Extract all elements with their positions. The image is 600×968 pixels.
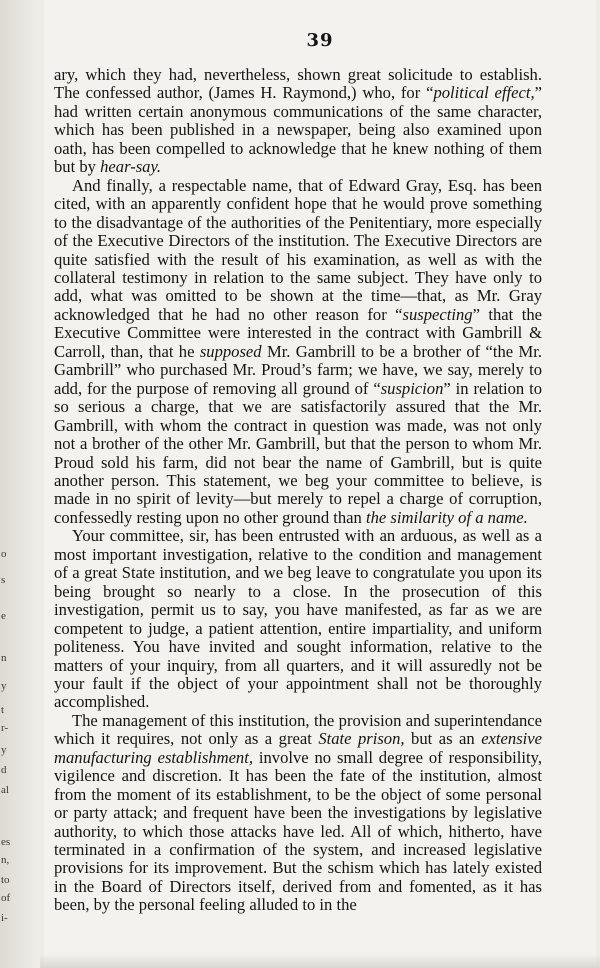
italic-text: extensive manufacturing establishment,: [54, 729, 542, 767]
italic-text: suspecting: [402, 304, 473, 324]
bleed-fragment: d: [1, 764, 7, 776]
italic-text: hear-say.: [100, 157, 162, 177]
bleed-fragment: of: [1, 892, 11, 904]
text-run: ary, which they had, nevertheless, shown great solicitude to establish. The confessed author, (James H. Raymond,) who, for “: [54, 65, 542, 103]
page-edge-shadow: [40, 954, 600, 968]
book-page: [44, 0, 596, 968]
italic-text: the similarity of a name.: [366, 507, 528, 527]
italic-text: suspicion: [380, 378, 444, 398]
italic-text: supposed: [199, 341, 262, 361]
text-run: ” that the Executive Committee were interested in the contract with Gambrill & Carroll, than, that he: [54, 304, 542, 361]
body-text: [54, 66, 542, 915]
paragraph: [54, 527, 542, 712]
bleed-fragment: r-: [1, 722, 9, 734]
text-run: The management of this institution, the provision and superintendance which it requires, not only as a great: [54, 710, 542, 749]
italic-text: State prison,: [318, 729, 405, 749]
page-number: 39: [306, 30, 334, 51]
text-run: involve no small degree of responsibility, vigilence and discretion. It has been the fate of the institution, almost from the moment of its establishment, to be the object of some personal or party attack; and frequent have been the investigations by legislative authority, to which those attacks have led. All of which, hitherto, have terminated in a confirmation of the system, and increased legislative provisions for its improvement. But the schism which has lately existed in the Board of Directors itself, derived from and fomented, as it has been, by the personal feeling alluded to in the: [54, 747, 542, 915]
paragraph: [54, 177, 542, 528]
text-run: And finally, a respectable name, that of Edward Gray, Esq. has been cited, with an apparently confident hope that he would prove something to the disadvantage of the authorities of the Penitentiary, more especially of the Executive Directors of the institution. The Executive Directors are quite satisfied with the result of his examination, as well as with the collateral testimony in relation to the same subject. They have only to add, what was omitted to be shown at the time—that, as Mr. Gray acknowledged that he had no other reason for “: [54, 175, 542, 324]
bleed-fragment: al: [1, 784, 9, 796]
bleed-fragment: o: [1, 548, 7, 560]
italic-text: political effect,: [433, 83, 535, 103]
paragraph: [54, 712, 542, 915]
bleed-fragment: n,: [1, 854, 10, 866]
facing-page-bleed: [0, 0, 14, 968]
bleed-fragment: to: [1, 874, 10, 886]
bleed-fragment: y: [1, 744, 7, 756]
bleed-fragment: es: [1, 836, 11, 848]
text-run: Mr. Gambrill to be a brother of “the Mr. Gambrill” who purchased Mr. Proud’s farm; we have, we say, merely to add, for the purpose of removing all ground of “: [54, 341, 542, 398]
bleed-fragment: y: [1, 680, 7, 692]
bleed-fragment: s: [1, 574, 6, 586]
bleed-fragment: t: [1, 704, 5, 716]
paragraph: [54, 66, 542, 177]
text-run: Your committee, sir, has been entrusted with an arduous, as well as a most important investigation, relative to the condition and management of a great State institution, and we beg leave to congratulate you upon its being brought so nearly to a close. In the prosecution of this investigation, permit us to say, you have manifested, as far as we are competent to judge, a patient attention, entire impartiality, and uniform politeness. You have invited and sought information, relative to the matters of your inquiry, from all quarters, and it will assuredly not be your fault if the object of your appointment shall not be thoroughly accomplished.: [54, 526, 542, 712]
bleed-fragment: e: [1, 610, 6, 622]
text-run: ” had written certain anonymous communications of the same character, which has been published in a newspaper, being also examined upon oath, has been compelled to acknowledge that he knew nothing of them but by: [54, 83, 543, 177]
bleed-fragment: n: [1, 652, 7, 664]
text-run: but as an: [404, 729, 482, 749]
text-run: ” in relation to so serious a charge, that we are satisfactorily assured that the Mr. Gambrill, with whom the contract in question was made, was not only not a brother of the other Mr. Gambrill, but that the person to whom Mr. Proud sold his farm, did not bear the name of Gambrill, but is quite another person. This statement, we beg your committee to believe, is made in no spirit of levity—but merely to repel a charge of corruption, confessedly resting upon no other ground than: [54, 378, 542, 527]
bleed-fragment: i-: [1, 912, 8, 924]
